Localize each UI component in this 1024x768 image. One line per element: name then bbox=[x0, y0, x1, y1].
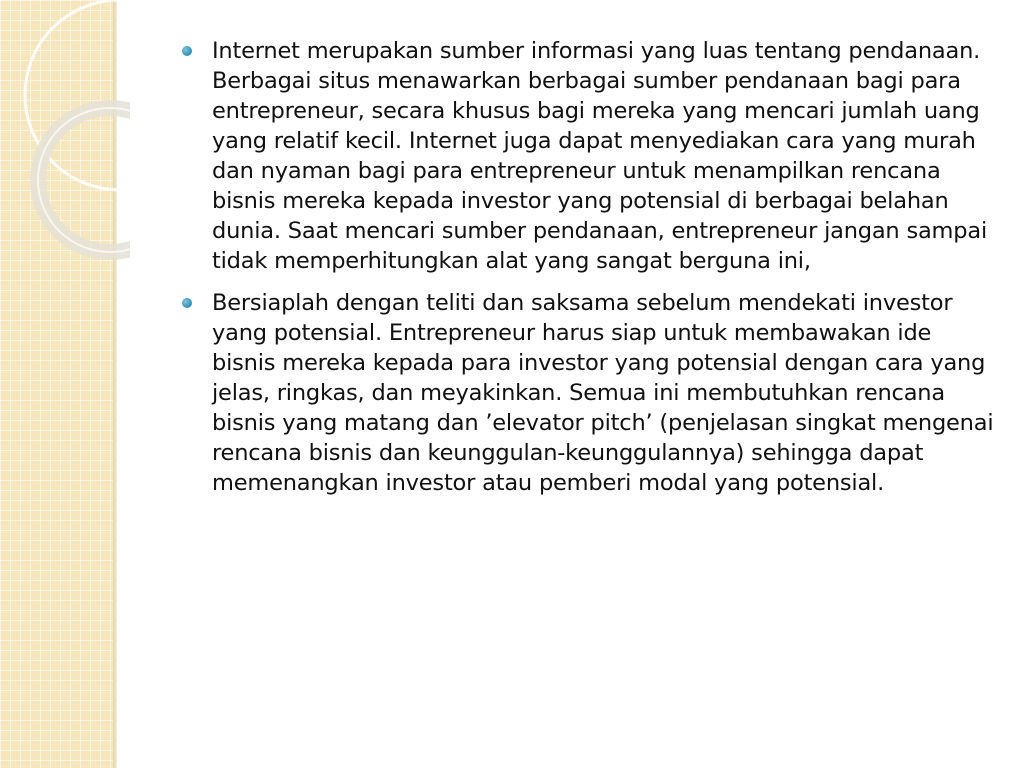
bullet-text: Bersiaplah dengan teliti dan saksama sebelum mendekati investor yang potensial. Entrepreneur harus siap untuk membawakan ide bisnis mereka kepada para investor yang potensial dengan cara yang jelas, ringkas, dan meyakinkan. Semua ini membutuhkan rencana bisnis yang matang dan ’elevator pitch’ (penjelasan singkat mengenai rencana bisnis dan keunggulan-keunggulannya) sehingga dapat memenangkan investor atau pemberi modal yang potensial. bbox=[212, 290, 994, 496]
bullet-list bbox=[180, 36, 995, 498]
bullet-item bbox=[180, 36, 995, 276]
bullet-dot-icon bbox=[182, 46, 192, 56]
bullet-item bbox=[180, 288, 995, 498]
bullet-dot-icon bbox=[182, 298, 192, 308]
decorative-rings bbox=[0, 0, 130, 260]
bullet-text: Internet merupakan sumber informasi yang luas tentang pendanaan. Berbagai situs menawarkan berbagai sumber pendanaan bagi para entrepreneur, secara khusus bagi mereka yang mencari jumlah uang yang relatif kecil. Internet juga dapat menyediakan cara yang murah dan nyaman bagi para entrepreneur untuk menampilkan rencana bisnis mereka kepada investor yang potensial di berbagai belahan dunia. Saat mencari sumber pendanaan, entrepreneur jangan sampai tidak memperhitungkan alat yang sangat berguna ini, bbox=[212, 38, 987, 274]
slide-content bbox=[180, 36, 995, 510]
